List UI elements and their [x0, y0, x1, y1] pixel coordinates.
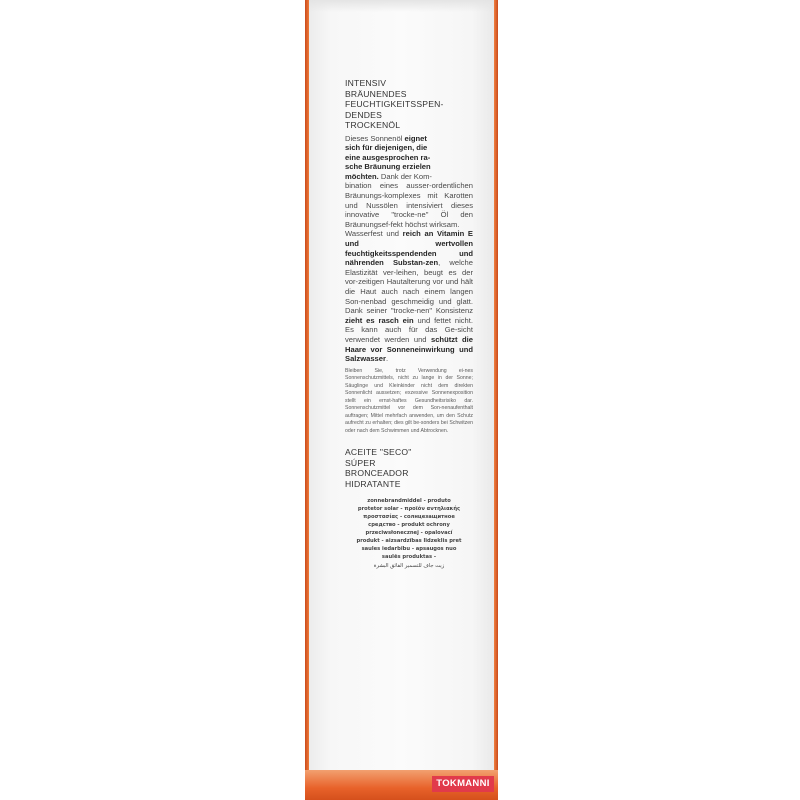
desc1-bold: eignet: [404, 133, 427, 143]
package-top-shadow: [309, 0, 494, 12]
german-title-line: DENDES: [345, 109, 383, 120]
multilang-line: zonnebrandmiddel - produto: [367, 498, 451, 505]
spanish-title: [345, 447, 473, 489]
multilanguage-product-names: [345, 498, 473, 569]
desc1-text: Dank der Kom-: [378, 171, 432, 181]
desc1-rest: bination eines ausser-ordentlichen Bräunungs-komplexes mit Karotten und Nussölen intensiviert dieses innovative "trocke-ne" Öl den Bräunungsef-fekt höchst wirksam.: [345, 181, 473, 229]
package-text-column: [345, 78, 473, 570]
multilang-line: saules iedarbību - apsaugos nuo: [361, 545, 457, 552]
desc1-text: Dieses Sonnenöl: [345, 133, 405, 143]
package-right-edge: [494, 0, 498, 800]
desc2-bold: schützt die Haare vor Sonneneinwirkung und Salzwasser: [345, 334, 473, 364]
multilang-line: προστασίας - солнцезащитное: [363, 514, 455, 521]
german-title-line: BRÄUNENDES: [345, 88, 407, 99]
description-paragraph-1: [345, 134, 473, 230]
desc1-bold: sich für diejenigen, die: [345, 143, 428, 153]
multilang-line: protetor solar - προϊόν αντηλιακής: [357, 506, 461, 513]
desc2-text: .: [385, 354, 389, 364]
desc1-bold: möchten.: [345, 171, 379, 181]
spanish-title-line: BRONCEADOR: [345, 468, 409, 479]
desc2-text: , welche Elastizität ver-leihen, beugt es der vor-zeitigen Hautalterung vor und hält die Haut auch nach einem langen Son-nenbad geschmeidig und glatt. Dank seiner "trocke-nen" Konsistenz: [345, 258, 473, 316]
desc1-bold: eine ausgesprochen ra-: [345, 152, 431, 162]
german-title-line: INTENSIV: [345, 78, 387, 88]
desc2-bold: zieht es rasch ein: [345, 315, 414, 325]
sun-safety-warning: Bleiben Sie, trotz Verwendung ei-nes Sonnenschutzmittels, nicht zu lange in der Sonne; Säuglinge und Kleinkinder nicht dem direkten Sonnenlicht aussetzen; exzessive Sonnenexposition stellt ein ernst-haftes Gesundheitsrisiko dar. Sonnenschutzmittel vor dem Son-nenaufenthalt auftragen; Mittel mehrfach anwenden, um den Schutz aufrecht zu erhalten; dies gilt be-sonders bei Schwitzen oder nach dem Schwimmen und Abtrocknen.: [345, 367, 473, 434]
spanish-title-line: SÚPER: [345, 457, 376, 468]
multilang-line: средство - produkt ochrony: [368, 521, 450, 528]
desc2-text: und fettet nicht. Es kann auch für das Ge-sicht verwendet werden und: [345, 315, 473, 344]
spanish-title-line: HIDRATANTE: [345, 478, 401, 489]
multilang-line: saulės produktas -: [381, 553, 437, 560]
description-paragraph-2: [345, 229, 473, 363]
arabic-product-name: زيت جاف للتسمير الفائق البشرة: [373, 562, 445, 569]
multilang-line: przeciwsłonecznej - opalovací: [365, 529, 453, 536]
tokmanni-logo-sticker: TOKMANNI: [432, 776, 494, 792]
desc1-bold: sche Bräunung erzielen: [345, 162, 431, 172]
multilang-line: produkt - aizsardzības līdzeklis pret: [356, 537, 462, 544]
spanish-title-line: ACEITE "SECO": [345, 447, 412, 458]
german-title: [345, 78, 473, 131]
german-title-line: FEUCHTIGKEITSSPEN-: [345, 99, 444, 109]
desc2-bold: reich an Vitamin E und wertvollen feuchtigkeitsspendenden und nährenden Substan-zen: [345, 229, 473, 268]
desc2-text: Wasserfest und: [345, 229, 403, 239]
german-title-line: TROCKENÖL: [345, 120, 401, 130]
